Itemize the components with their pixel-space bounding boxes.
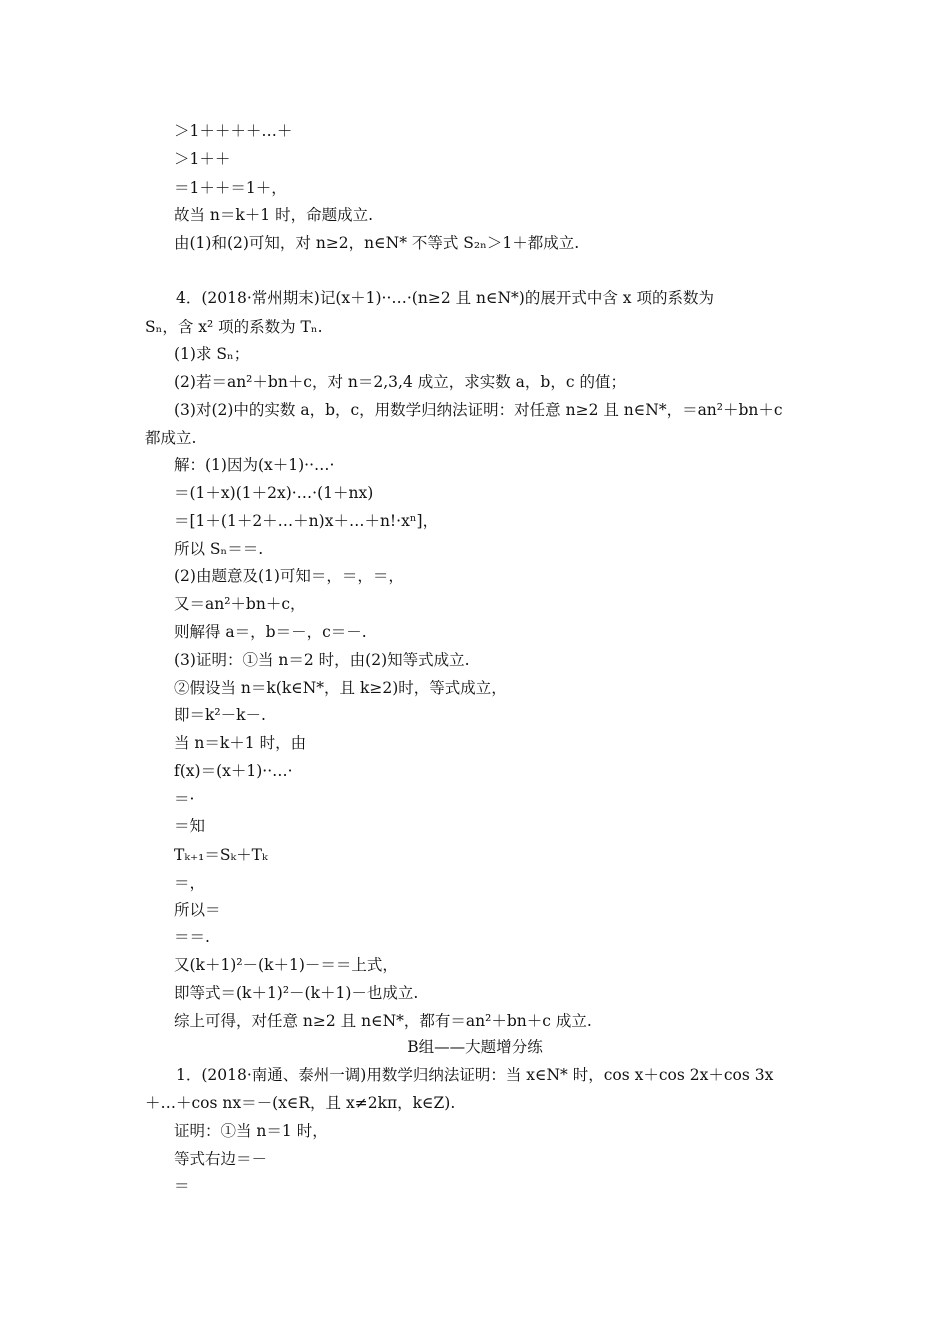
solution-line: 解：(1)因为(x＋1)··…·	[174, 456, 335, 474]
proof-line: ＝	[174, 1177, 190, 1195]
solution-line: (3)证明：①当 n＝2 时，由(2)知等式成立.	[174, 651, 470, 669]
solution-line: (2)由题意及(1)可知＝，＝，＝，	[174, 567, 404, 585]
solution-line: f(x)＝(x＋1)··…·	[174, 762, 293, 780]
solution-line: 又(k＋1)²－(k＋1)－＝＝上式，	[174, 956, 398, 974]
text-line: (2)若＝an²＋bn＋c，对 n＝2,3,4 成立，求实数 a，b，c 的值；	[174, 373, 626, 391]
proof-line: 等式右边＝－	[174, 1150, 268, 1168]
solution-line: 所以 Sₙ＝＝.	[174, 540, 264, 558]
text-line: ＞1＋＋＋＋…＋	[174, 122, 293, 140]
solution-line: ＝知	[174, 817, 206, 835]
solution-line: 综上可得，对任意 n≥2 且 n∈N*，都有＝an²＋bn＋c 成立.	[174, 1012, 592, 1030]
text-line: 故当 n＝k＋1 时，命题成立.	[174, 206, 374, 224]
solution-line: Tₖ₊₁＝Sₖ＋Tₖ	[174, 846, 268, 864]
text-line: (3)对(2)中的实数 a，b，c，用数学归纳法证明：对任意 n≥2 且 n∈N*，＝an²＋bn＋c	[174, 401, 783, 419]
text-line: ＞1＋＋	[174, 150, 231, 168]
question-4-line-1: 4．(2018·常州期末)记(x＋1)··…·(n≥2 且 n∈N*)的展开式中含 x 项的系数为	[176, 289, 714, 307]
proof-line: 证明：①当 n＝1 时，	[174, 1122, 328, 1140]
text-line: ＝1＋＋＝1＋，	[174, 179, 287, 197]
question-4-line-2: Sₙ，含 x² 项的系数为 Tₙ.	[145, 318, 323, 336]
text-line: (1)求 Sₙ；	[174, 345, 250, 363]
solution-line: 所以＝	[174, 901, 221, 919]
question-1-line-2: ＋…＋cos nx＝－(x∈R，且 x≠2kπ，k∈Z).	[145, 1094, 456, 1112]
text-line: 由(1)和(2)可知，对 n≥2，n∈N* 不等式 S₂ₙ＞1＋都成立.	[174, 234, 580, 252]
solution-line: 即＝k²－k－.	[174, 706, 266, 724]
solution-line: ＝(1＋x)(1＋2x)·…·(1＋nx)	[174, 484, 374, 502]
solution-line: 当 n＝k＋1 时，由	[174, 734, 307, 752]
solution-line: 又＝an²＋bn＋c，	[174, 595, 306, 613]
solution-line: ＝，	[174, 874, 206, 892]
solution-line: 即等式＝(k＋1)²－(k＋1)－也成立.	[174, 984, 419, 1002]
section-heading: B组——大题增分练	[407, 1038, 543, 1056]
text-line: 都成立.	[145, 429, 197, 447]
solution-line: 则解得 a＝，b＝－，c＝－.	[174, 623, 367, 641]
solution-line: ＝[1＋(1＋2＋…＋n)x＋…＋n!·xⁿ]，	[174, 512, 439, 530]
solution-line: ＝·	[174, 790, 195, 808]
solution-line: ＝＝.	[174, 928, 210, 946]
question-1-line-1: 1．(2018·南通、泰州一调)用数学归纳法证明：当 x∈N* 时，cos x＋cos 2x＋cos 3x	[176, 1066, 774, 1084]
solution-line: ②假设当 n＝k(k∈N*，且 k≥2)时，等式成立，	[174, 679, 507, 697]
